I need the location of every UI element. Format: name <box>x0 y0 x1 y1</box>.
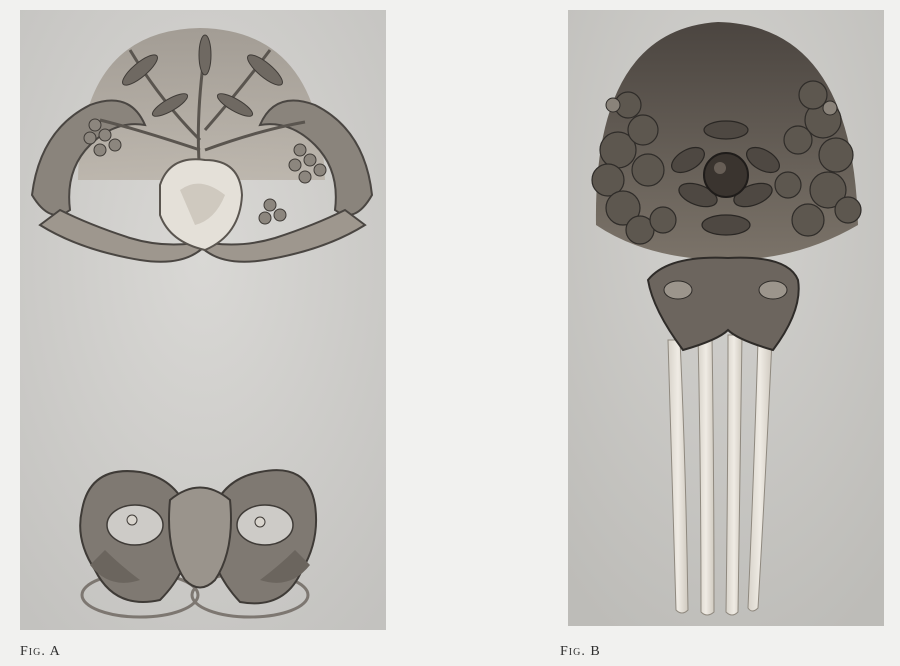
figure-a-photo <box>20 10 386 630</box>
leaf-brooch <box>80 470 316 617</box>
figure-b-plate <box>568 10 884 626</box>
figure-a-caption: Fig. A <box>20 644 61 659</box>
figure-b-photo <box>568 10 884 626</box>
figure-b-caption: Fig. B <box>560 644 601 659</box>
figure-a-plate <box>20 10 386 630</box>
